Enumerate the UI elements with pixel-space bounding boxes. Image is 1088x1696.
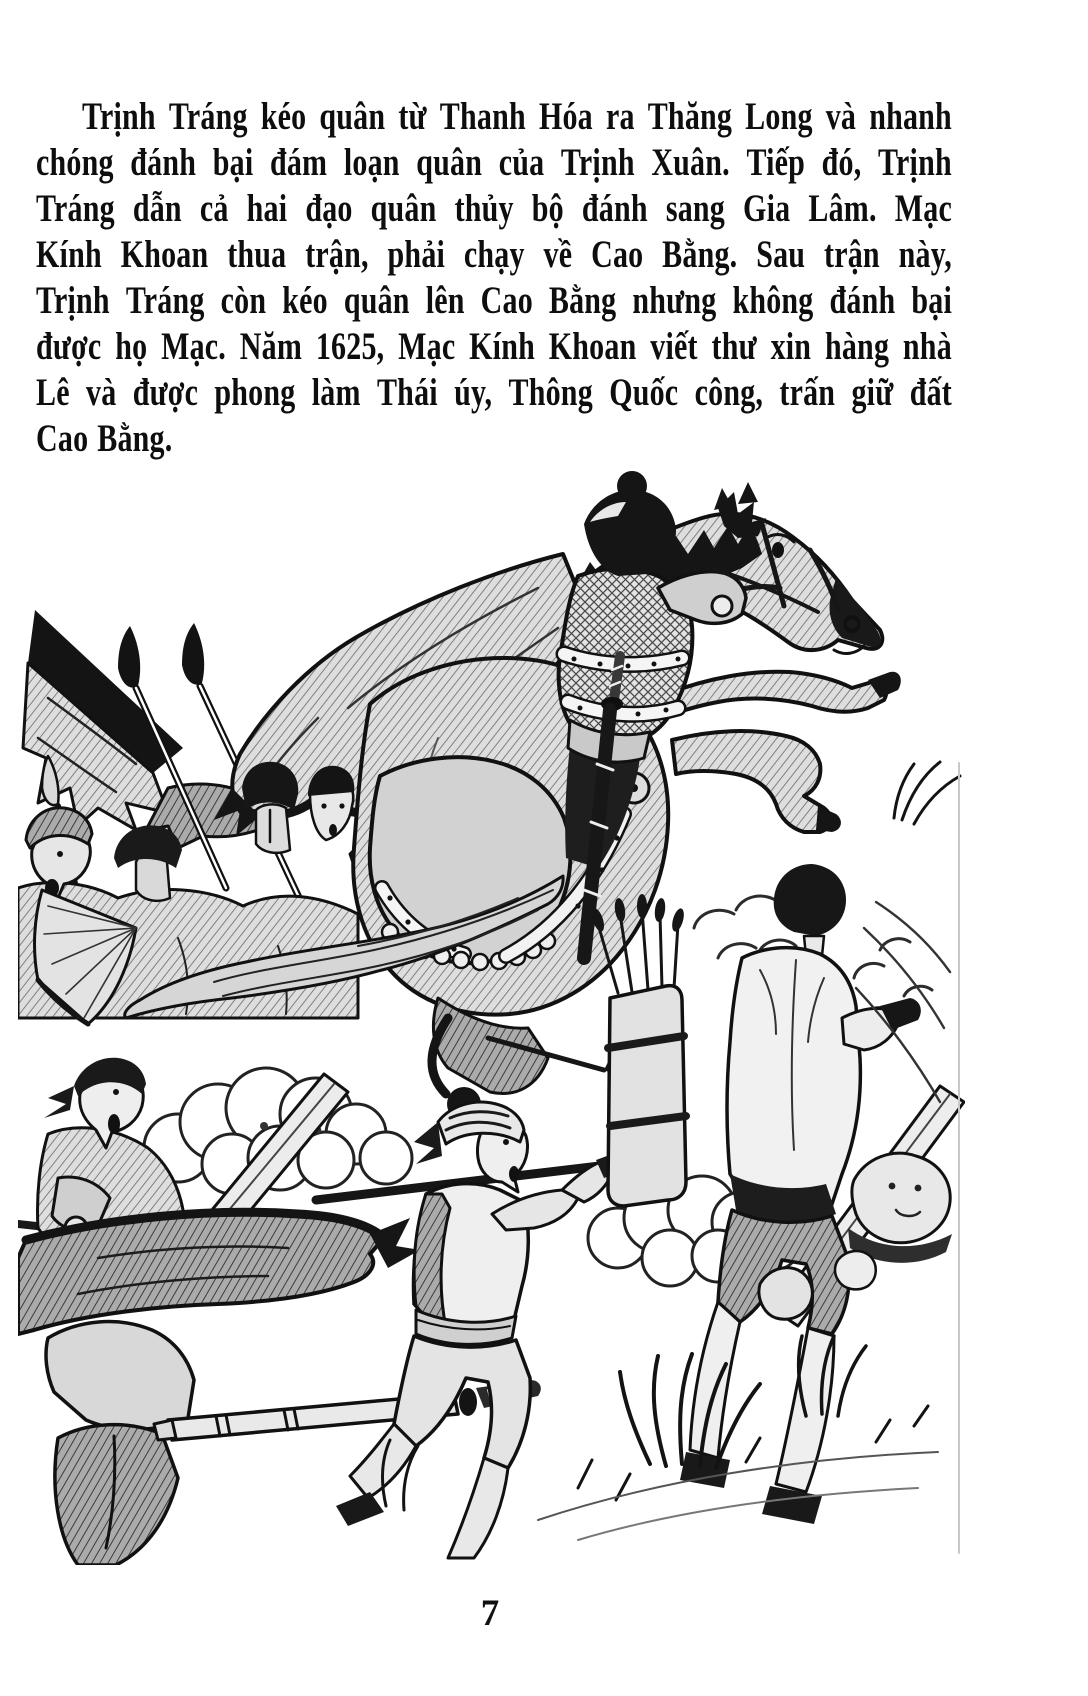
word: Mạc bbox=[894, 186, 952, 231]
word: trấn bbox=[779, 370, 836, 415]
word: xin bbox=[770, 324, 812, 369]
word: Xuân. bbox=[651, 140, 730, 185]
word: Mạc. bbox=[161, 324, 227, 369]
word: đám bbox=[269, 140, 328, 185]
word: và bbox=[825, 94, 857, 139]
word: thư bbox=[711, 324, 757, 369]
word: hai bbox=[246, 186, 288, 231]
word: Thanh bbox=[439, 94, 526, 139]
word: Thông bbox=[508, 370, 593, 415]
word: cả bbox=[199, 186, 229, 231]
word: đất bbox=[909, 370, 952, 415]
word: nhanh bbox=[869, 94, 952, 139]
word: chạy bbox=[463, 232, 525, 277]
word: Trịnh bbox=[82, 94, 156, 139]
word: bại bbox=[911, 278, 952, 323]
word: Tráng bbox=[125, 278, 205, 323]
word: bộ bbox=[531, 186, 564, 231]
word: đó, bbox=[821, 140, 862, 185]
page-number: 7 bbox=[480, 1593, 500, 1634]
word: về bbox=[543, 232, 573, 277]
word: Hóa bbox=[538, 94, 593, 139]
word: trận, bbox=[305, 232, 369, 277]
word: làm bbox=[311, 370, 361, 415]
word: đánh bbox=[581, 186, 648, 231]
sheathed-sword bbox=[154, 1380, 541, 1440]
word: được bbox=[36, 324, 102, 369]
word: còn bbox=[220, 278, 267, 323]
word: Cao bbox=[480, 278, 533, 323]
word: Kính bbox=[36, 232, 102, 277]
word: đánh bbox=[829, 278, 896, 323]
word: được bbox=[132, 370, 199, 415]
word: Năm bbox=[239, 324, 303, 369]
word: này, bbox=[898, 232, 952, 277]
word: Trịnh bbox=[36, 278, 110, 323]
word: lên bbox=[425, 278, 465, 323]
word: Cao bbox=[36, 416, 89, 461]
word: trận bbox=[824, 232, 880, 277]
word: Cao bbox=[591, 232, 644, 277]
word: kéo bbox=[282, 278, 328, 323]
paragraph bbox=[36, 94, 952, 470]
word: nhưng bbox=[632, 278, 717, 323]
word: của bbox=[498, 140, 545, 185]
word: loạn bbox=[343, 140, 400, 185]
word: Lâm. bbox=[808, 186, 877, 231]
word: Tráng bbox=[36, 186, 115, 231]
word: thủy bbox=[454, 186, 514, 231]
word: quân bbox=[370, 186, 437, 231]
word: kéo bbox=[260, 94, 307, 139]
word: Thái bbox=[376, 370, 438, 415]
word: dẫn bbox=[132, 186, 182, 231]
word: Long bbox=[745, 94, 813, 139]
word: Trịnh bbox=[878, 140, 952, 185]
word: Mạc bbox=[398, 324, 456, 369]
word: từ bbox=[398, 94, 427, 139]
word: Khoan bbox=[120, 232, 209, 277]
word: ra bbox=[605, 94, 635, 139]
word: đánh bbox=[130, 140, 197, 185]
word: Trịnh bbox=[560, 140, 635, 185]
word: Bằng. bbox=[662, 232, 738, 277]
word: phải bbox=[387, 232, 446, 277]
word: quân bbox=[343, 278, 410, 323]
word: bại bbox=[212, 140, 254, 185]
word: Quốc bbox=[609, 370, 679, 415]
word: Bằng. bbox=[97, 416, 173, 461]
word: Kính bbox=[469, 324, 535, 369]
word: Khoan bbox=[548, 324, 637, 369]
word: úy, bbox=[454, 370, 493, 415]
word: Sau bbox=[756, 232, 806, 277]
banner-bearer bbox=[46, 1322, 194, 1565]
word: đạo bbox=[305, 186, 353, 231]
word: quân bbox=[319, 94, 386, 139]
word: công, bbox=[694, 370, 764, 415]
word: Gia bbox=[743, 186, 791, 231]
word: viết bbox=[650, 324, 698, 369]
word: nhà bbox=[902, 324, 952, 369]
word: 1625, bbox=[315, 324, 385, 369]
word: Lê bbox=[36, 370, 70, 415]
word: Tráng bbox=[168, 94, 248, 139]
word: họ bbox=[115, 324, 148, 369]
word: Tiếp bbox=[746, 140, 806, 185]
word: thua bbox=[227, 232, 287, 277]
word: hàng bbox=[824, 324, 890, 369]
word: và bbox=[86, 370, 117, 415]
word: sang bbox=[665, 186, 725, 231]
word: quân bbox=[416, 140, 483, 185]
word: giữ bbox=[851, 370, 894, 415]
word: Thăng bbox=[647, 94, 733, 139]
word: không bbox=[732, 278, 814, 323]
word: chóng bbox=[36, 140, 114, 185]
battle-illustration bbox=[18, 458, 965, 1565]
word: phong bbox=[214, 370, 296, 415]
word: Bằng bbox=[548, 278, 617, 323]
